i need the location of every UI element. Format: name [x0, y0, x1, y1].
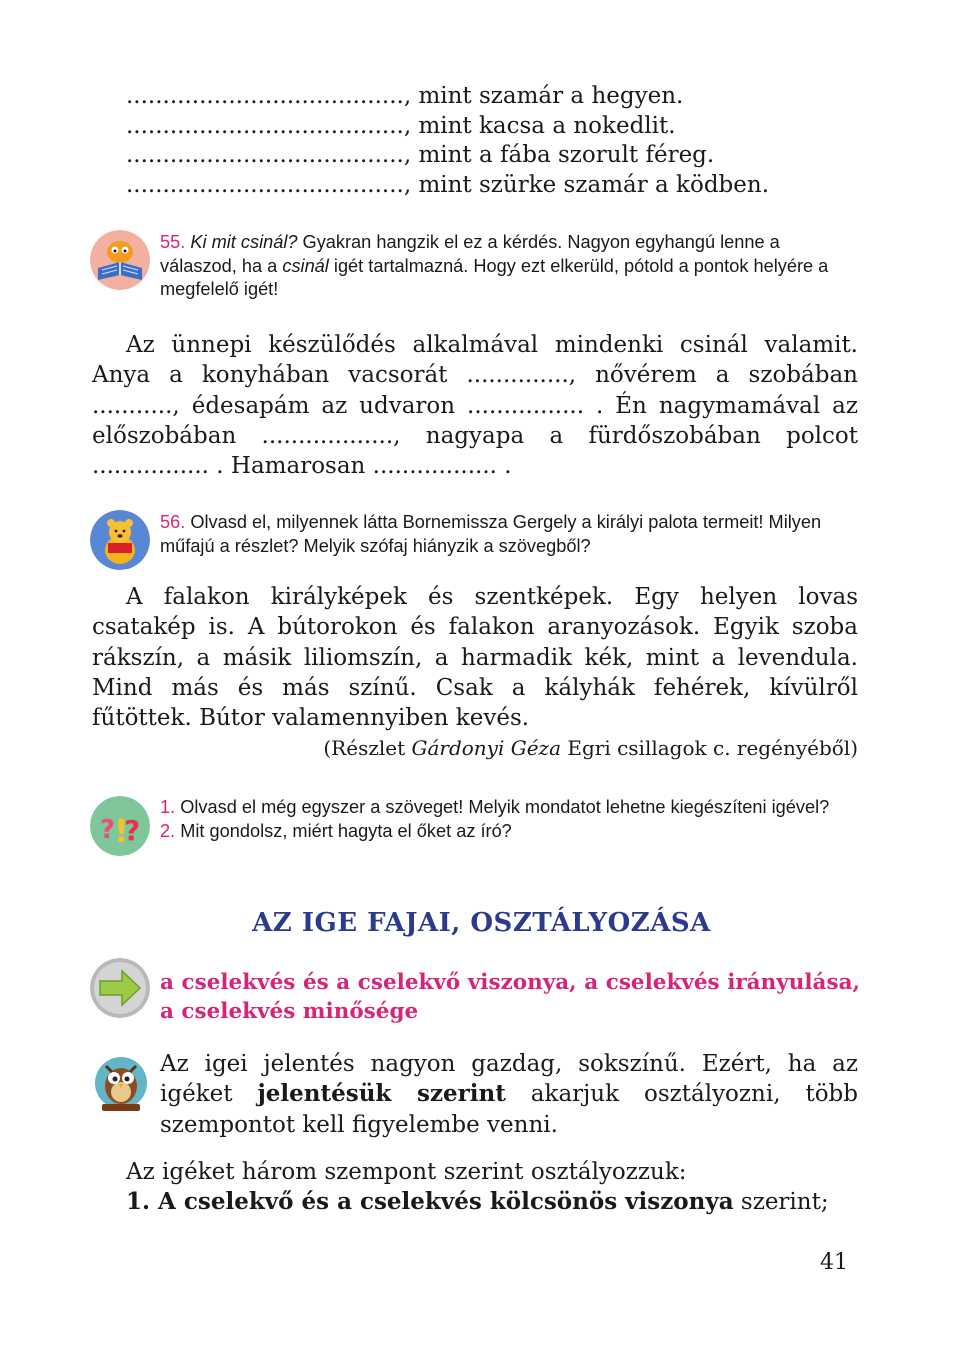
- task-56: [160, 511, 860, 558]
- item-rest: szerint;: [733, 1189, 829, 1216]
- intro-line: Az igéket három szempont szerint osztályozzuk:: [126, 1159, 687, 1185]
- task-text: Olvasd el, milyennek látta Bornemissza Gergely a királyi palota termeit! Milyen műfajú a részlet? Melyik szófaj hiányzik a szövegből?: [160, 512, 822, 556]
- classification-intro: [126, 1157, 858, 1218]
- paragraph-text: Az igei jelentés nagyon gazdag, sokszínű. Ezért, ha az igéket: [160, 1051, 858, 1108]
- classification-item-1: [126, 1187, 858, 1217]
- question-text: Olvasd el még egyszer a szöveget! Melyik mondatot lehetne kiegészíteni igével?: [175, 797, 830, 817]
- task-text: igét tartalmazná. Hogy ezt elkerüld, pótold a pontok helyére a megfelelő igét!: [160, 255, 829, 299]
- task-55: [160, 231, 860, 302]
- question-text: Mit gondolsz, miért hagyta el őket az író?: [175, 820, 512, 841]
- task-text: Gyakran hangzik el ez a kérdés. Nagyon egyhangú lenne a válaszod, ha a: [160, 232, 780, 276]
- proverb-line: ......................................, mint szamár a hegyen.: [126, 83, 684, 109]
- proverb-line: ......................................, mint szürke szamár a ködben.: [126, 171, 770, 198]
- paragraph: Az ünnepi készülődés alkalmával mindenki csinál valamit. Anya a konyhában vacsorát .............., nővérem a szobában ..........., édesapám az udvaron ................ . Én nagymamával az előszobában .................., nagyapa a fürdőszobában polcot ................ . Hamarosan ................. .: [92, 332, 858, 480]
- page-number: 41: [820, 1250, 848, 1275]
- owl-icon: [90, 1052, 152, 1114]
- proverb-list: [126, 82, 826, 200]
- question-2: [160, 820, 860, 844]
- question-number: 2.: [160, 820, 176, 841]
- svg-text:?: ?: [124, 814, 141, 847]
- owl-paragraph: [160, 1049, 858, 1140]
- followup-questions: [160, 796, 860, 843]
- attribution: [92, 736, 858, 760]
- task-question: Ki mit csinál?: [190, 232, 298, 252]
- task-italic-word: csinál: [282, 255, 329, 276]
- paragraph-bold: jelentésük szerint: [257, 1080, 506, 1108]
- task-number: 56.: [160, 512, 186, 532]
- paragraph: A falakon királyképek és szentképek. Egy helyen lovas csatakép is. A bútorokon és falakon aranyozások. Egyik szoba rákszín, a másik liliomszín, a harmadik kék, mint a levendula. Mind más és más színű. Csak a kályhák fehérek, kívülről fűtöttek. Bútor valamennyiben kevés.: [92, 584, 858, 732]
- question-number: 1.: [160, 797, 176, 817]
- item-bold: 1. A cselekvő és a cselekvés kölcsönös viszonya: [126, 1188, 734, 1216]
- proverb-line: ......................................, mint a fába szorult féreg.: [126, 142, 715, 168]
- svg-text:!: !: [114, 812, 129, 850]
- garfield-reading-icon: [90, 230, 150, 290]
- attribution-rest: Egri csillagok c. regényéből): [561, 736, 858, 760]
- attribution-author: Gárdonyi Géza: [411, 736, 562, 760]
- winnie-the-pooh-icon: [90, 510, 150, 570]
- green-arrow-icon: [90, 958, 150, 1018]
- proverb-line: ......................................, mint kacsa a nokedlit.: [126, 112, 676, 139]
- attribution-open: (Részlet: [323, 736, 412, 760]
- task-number: 55.: [160, 232, 186, 252]
- question-marks-icon: [90, 796, 150, 856]
- paragraph-fill-in: [92, 330, 858, 481]
- section-title: AZ IGE FAJAI, OSZTÁLYOZÁSA: [252, 908, 711, 938]
- svg-text:?: ?: [100, 815, 116, 845]
- excerpt-paragraph: [92, 582, 858, 733]
- paragraph-text: akarjuk osztályozni, több szempontot kell figyelembe venni.: [160, 1081, 858, 1138]
- section-subtitle: a cselekvés és a cselekvő viszonya, a cselekvés irányulása, a cselekvés minősége: [160, 970, 860, 1024]
- question-1: [160, 796, 860, 820]
